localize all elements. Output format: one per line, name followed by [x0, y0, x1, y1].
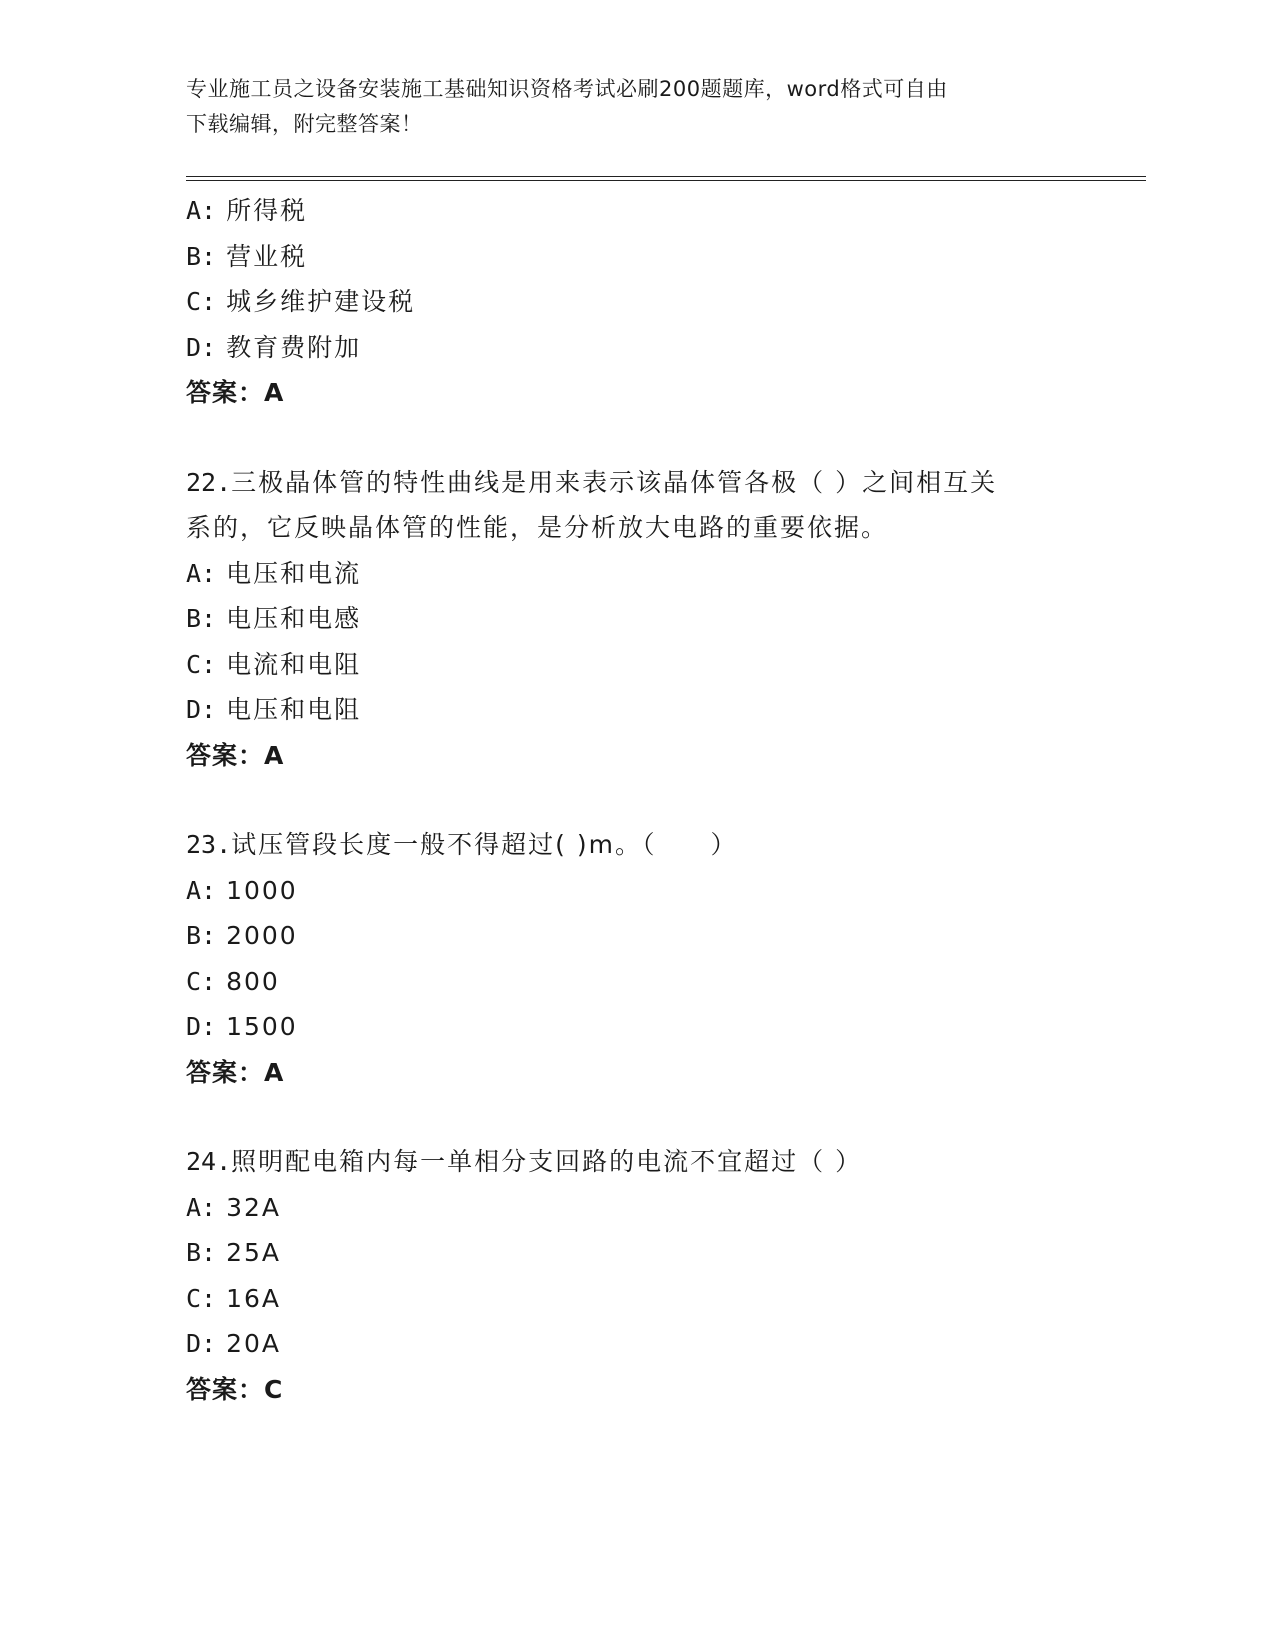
answer-line: 答案：C: [186, 1374, 284, 1404]
answer-value: A: [264, 378, 285, 407]
question-block-24: [186, 1139, 1146, 1412]
option-d: D: 1500: [186, 1012, 298, 1041]
header-double-rule: [186, 176, 1146, 182]
answer-line: 答案：A: [186, 740, 285, 770]
document-page: [186, 0, 1146, 1650]
answer-line: 答案：A: [186, 378, 285, 407]
option-c: C: 电流和电阻: [186, 649, 362, 679]
question-block-22: [186, 460, 1146, 779]
question-block-21: [186, 188, 1146, 416]
question-text-continued: 系的，它反映晶体管的性能，是分析放大电路的重要依据。: [186, 513, 889, 542]
answer-value: C: [264, 1374, 284, 1404]
option-c: C: 800: [186, 966, 280, 996]
question-list: [186, 188, 1146, 1412]
option-d: D: 电压和电阻: [186, 695, 362, 724]
answer-value: A: [264, 1057, 285, 1087]
question-text: 23.试压管段长度一般不得超过( )m。（ ）: [186, 830, 738, 859]
header-line-2: 下载编辑，附完整答案！: [186, 112, 423, 136]
option-c: C: 16A: [186, 1283, 281, 1313]
question-text: 22.三极晶体管的特性曲线是用来表示该晶体管各极（ ）之间相互关: [186, 467, 998, 497]
header-line-1: 专业施工员之设备安装施工基础知识资格考试必刷200题题库，word格式可自由: [186, 77, 948, 101]
option-a: A: 32A: [186, 1192, 281, 1222]
question-text: 24.照明配电箱内每一单相分支回路的电流不宜超过（ ）: [186, 1147, 863, 1176]
answer-value: A: [264, 740, 285, 770]
option-a: A: 1000: [186, 875, 298, 905]
option-b: B: 25A: [186, 1238, 281, 1267]
option-a: A: 电压和电流: [186, 558, 362, 588]
option-b: B: 2000: [186, 921, 298, 950]
option-b: B: 营业税: [186, 241, 308, 271]
option-b: B: 电压和电感: [186, 604, 362, 633]
question-block-23: [186, 822, 1146, 1095]
option-d: D: 20A: [186, 1329, 281, 1358]
option-d: D: 教育费附加: [186, 332, 362, 362]
option-a: A: 所得税: [186, 196, 308, 225]
document-header: [186, 72, 1066, 142]
answer-line: 答案：A: [186, 1057, 285, 1087]
option-c: C: 城乡维护建设税: [186, 287, 416, 316]
